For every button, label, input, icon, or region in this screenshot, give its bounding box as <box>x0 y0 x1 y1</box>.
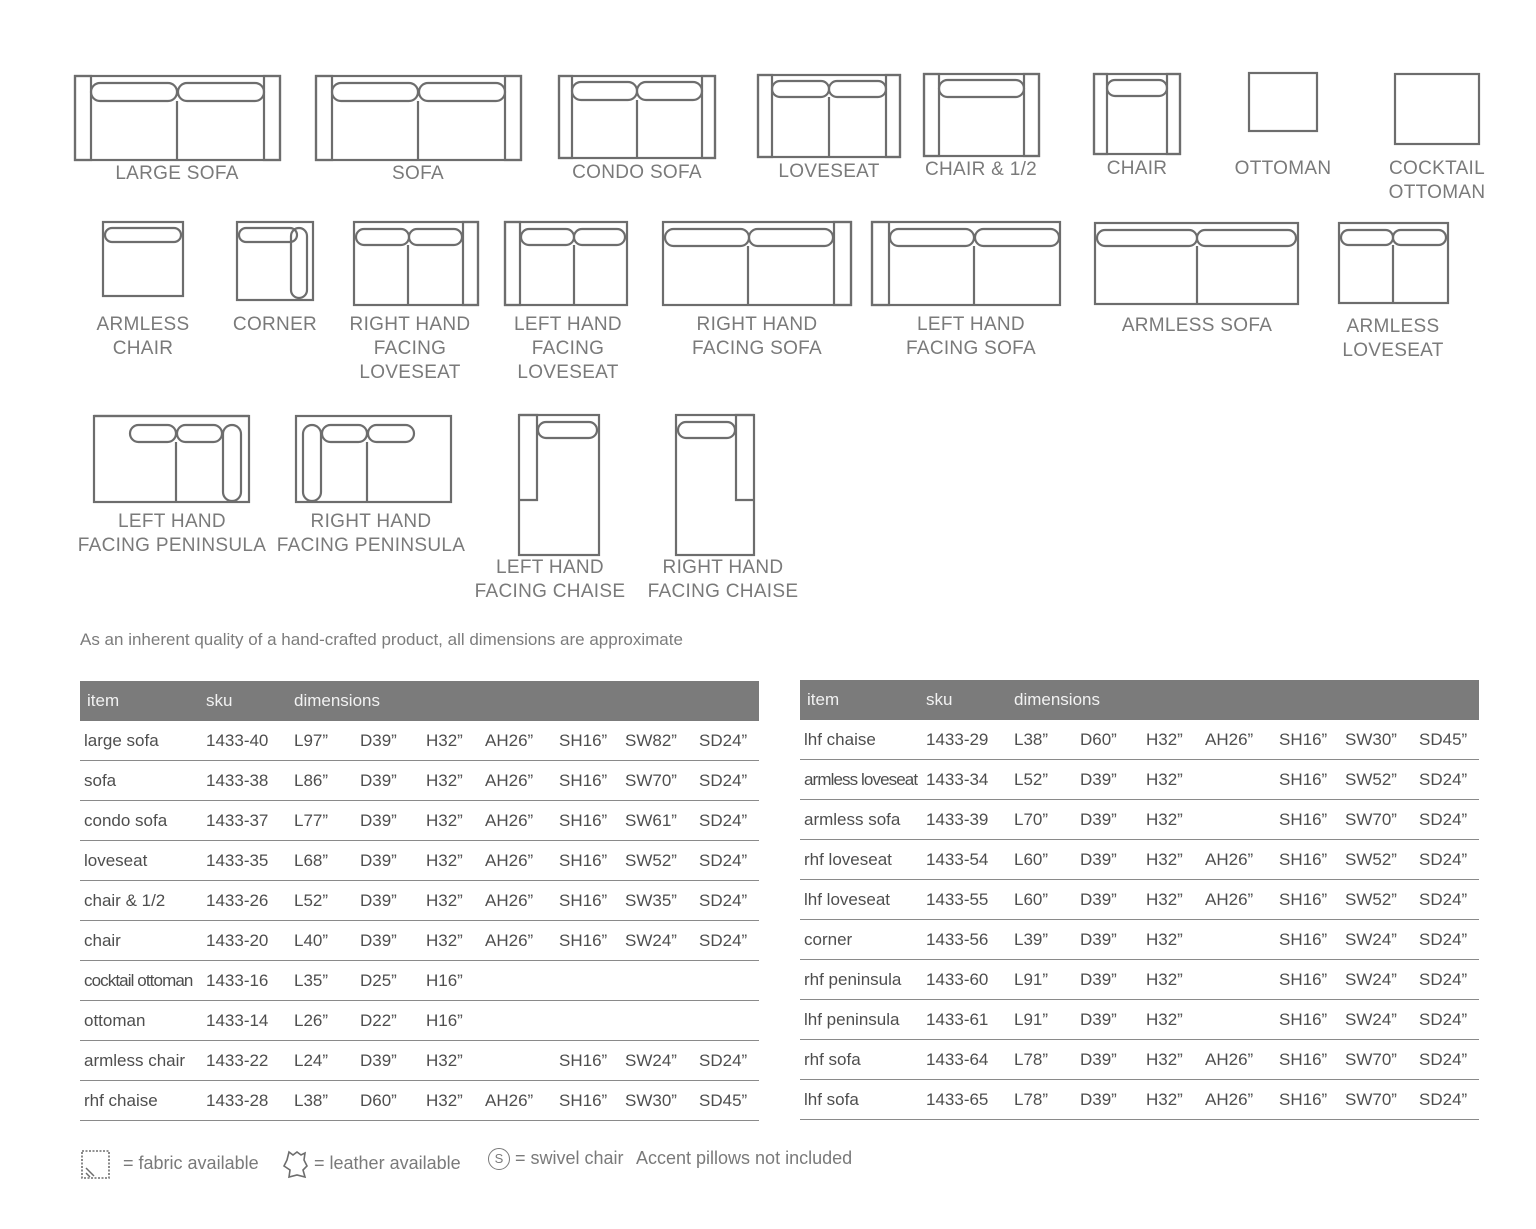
table-row <box>800 1000 1479 1040</box>
arm-height-cell: AH26” <box>1201 840 1275 880</box>
sku-cell: 1433-61 <box>922 1000 1010 1040</box>
sku-header: sku <box>922 680 1010 720</box>
legend-swivel: S = swivel chair <box>488 1148 624 1170</box>
arm-height-cell: AH26” <box>481 721 555 761</box>
length-cell: L24” <box>290 1041 356 1081</box>
seat-width-cell: SW52” <box>621 841 695 881</box>
seat-height-cell: SH16” <box>555 841 621 881</box>
depth-cell: D39” <box>356 921 422 961</box>
sofa-icon <box>315 75 522 161</box>
height-cell: H32” <box>422 841 481 881</box>
table-header-row <box>800 680 1479 720</box>
height-cell: H32” <box>1142 960 1201 1000</box>
seat-width-cell: SW70” <box>1341 1080 1415 1120</box>
chair-icon <box>1093 73 1181 155</box>
rhf-sofa-label: RIGHT HAND FACING SOFA <box>692 314 822 359</box>
seat-width-cell: SW24” <box>621 921 695 961</box>
depth-cell: D22” <box>356 1001 422 1041</box>
seat-depth-cell: SD24” <box>695 721 759 761</box>
seat-depth-cell: SD24” <box>1415 1000 1479 1040</box>
item-cell: corner <box>800 920 922 960</box>
depth-cell: D39” <box>1076 920 1142 960</box>
height-cell: H32” <box>1142 800 1201 840</box>
sku-cell: 1433-54 <box>922 840 1010 880</box>
item-cell: lhf sofa <box>800 1080 922 1120</box>
length-cell: L60” <box>1010 840 1076 880</box>
corner-icon <box>236 221 314 301</box>
sku-cell: 1433-20 <box>202 921 290 961</box>
seat-width-cell: SW61” <box>621 801 695 841</box>
seat-depth-cell: SD45” <box>695 1081 759 1121</box>
item-cell: chair <box>80 921 202 961</box>
length-cell: L39” <box>1010 920 1076 960</box>
arm-height-cell <box>1201 800 1275 840</box>
right-dimensions-table <box>800 680 1479 1120</box>
seat-depth-cell: SD24” <box>695 921 759 961</box>
length-cell: L52” <box>290 881 356 921</box>
length-cell: L68” <box>290 841 356 881</box>
seat-depth-cell <box>695 961 759 1001</box>
item-cell: condo sofa <box>80 801 202 841</box>
depth-cell: D39” <box>356 721 422 761</box>
item-cell: lhf loveseat <box>800 880 922 920</box>
rhf-chaise-icon <box>675 414 755 556</box>
chair-label: CHAIR <box>1106 158 1168 179</box>
item-cell: chair & 1/2 <box>80 881 202 921</box>
loveseat-label: LOVESEAT <box>778 161 880 182</box>
seat-width-cell: SW24” <box>621 1041 695 1081</box>
swivel-icon: S <box>488 1148 510 1170</box>
seat-depth-cell: SD24” <box>1415 960 1479 1000</box>
arm-height-cell: AH26” <box>481 801 555 841</box>
table-row <box>800 920 1479 960</box>
arm-height-cell: AH26” <box>1201 1040 1275 1080</box>
length-cell: L78” <box>1010 1080 1076 1120</box>
table-row <box>800 720 1479 760</box>
length-cell: L38” <box>290 1081 356 1121</box>
seat-depth-cell: SD24” <box>1415 840 1479 880</box>
item-cell: large sofa <box>80 721 202 761</box>
seat-height-cell: SH16” <box>1275 760 1341 800</box>
depth-cell: D39” <box>1076 840 1142 880</box>
sku-cell: 1433-22 <box>202 1041 290 1081</box>
seat-height-cell: SH16” <box>1275 840 1341 880</box>
table-row <box>80 721 759 761</box>
seat-height-cell <box>555 961 621 1001</box>
dimensions-note: As an inherent quality of a hand-crafted product, all dimensions are approximate <box>80 630 683 649</box>
arm-height-cell <box>1201 920 1275 960</box>
sku-cell: 1433-56 <box>922 920 1010 960</box>
seat-depth-cell: SD24” <box>1415 760 1479 800</box>
seat-height-cell: SH16” <box>1275 720 1341 760</box>
rhf-sofa-icon <box>662 221 852 306</box>
sku-cell: 1433-26 <box>202 881 290 921</box>
arm-height-cell: AH26” <box>1201 720 1275 760</box>
depth-cell: D39” <box>356 1041 422 1081</box>
item-header: item <box>80 681 202 721</box>
chair-and-a-half-label: CHAIR & 1/2 <box>924 159 1038 180</box>
lhf-loveseat-icon <box>504 221 628 306</box>
length-cell: L97” <box>290 721 356 761</box>
table-row <box>80 961 759 1001</box>
seat-width-cell <box>621 1001 695 1041</box>
table-row <box>80 841 759 881</box>
height-cell: H32” <box>1142 880 1201 920</box>
armless-loveseat-label: ARMLESS LOVESEAT <box>1342 316 1444 361</box>
length-cell: L78” <box>1010 1040 1076 1080</box>
height-cell: H32” <box>422 881 481 921</box>
table-row <box>80 881 759 921</box>
item-header: item <box>800 680 922 720</box>
sku-cell: 1433-60 <box>922 960 1010 1000</box>
dimensions-header: dimensions <box>290 681 759 721</box>
rhf-loveseat-label: RIGHT HAND FACING LOVESEAT <box>349 314 471 383</box>
item-cell: cocktail ottoman <box>80 961 202 1001</box>
seat-width-cell: SW70” <box>1341 1040 1415 1080</box>
depth-cell: D39” <box>1076 1080 1142 1120</box>
seat-height-cell: SH16” <box>1275 1040 1341 1080</box>
seat-depth-cell: SD24” <box>1415 920 1479 960</box>
seat-depth-cell: SD24” <box>1415 800 1479 840</box>
length-cell: L35” <box>290 961 356 1001</box>
corner-label: CORNER <box>232 314 318 335</box>
sku-cell: 1433-39 <box>922 800 1010 840</box>
seat-height-cell: SH16” <box>555 881 621 921</box>
seat-width-cell: SW52” <box>1341 880 1415 920</box>
item-cell: armless sofa <box>800 800 922 840</box>
seat-height-cell: SH16” <box>555 1041 621 1081</box>
arm-height-cell: AH26” <box>481 761 555 801</box>
condo-sofa-label: CONDO SOFA <box>572 162 702 183</box>
seat-height-cell: SH16” <box>1275 800 1341 840</box>
sku-cell: 1433-55 <box>922 880 1010 920</box>
sku-cell: 1433-35 <box>202 841 290 881</box>
armless-sofa-icon <box>1094 222 1299 305</box>
table-row <box>80 921 759 961</box>
seat-height-cell: SH16” <box>555 721 621 761</box>
seat-depth-cell: SD24” <box>695 881 759 921</box>
height-cell: H16” <box>422 961 481 1001</box>
seat-depth-cell: SD24” <box>1415 1040 1479 1080</box>
depth-cell: D39” <box>1076 960 1142 1000</box>
seat-width-cell: SW70” <box>621 761 695 801</box>
length-cell: L52” <box>1010 760 1076 800</box>
lhf-chaise-icon <box>518 414 600 556</box>
item-cell: rhf loveseat <box>800 840 922 880</box>
sku-cell: 1433-37 <box>202 801 290 841</box>
seat-height-cell: SH16” <box>555 761 621 801</box>
height-cell: H32” <box>1142 1080 1201 1120</box>
cocktail-ottoman-label: COCKTAIL OTTOMAN <box>1388 158 1486 203</box>
arm-height-cell: AH26” <box>481 841 555 881</box>
depth-cell: D39” <box>1076 1040 1142 1080</box>
leather-hide-icon <box>281 1153 309 1173</box>
cocktail-ottoman-icon <box>1394 73 1480 145</box>
sofa-label: SOFA <box>392 163 444 184</box>
length-cell: L40” <box>290 921 356 961</box>
left-dimensions-table <box>80 681 759 1121</box>
sku-cell: 1433-38 <box>202 761 290 801</box>
armless-sofa-label: ARMLESS SOFA <box>1121 315 1273 336</box>
lhf-peninsula-icon <box>93 415 250 503</box>
item-cell: rhf peninsula <box>800 960 922 1000</box>
seat-height-cell: SH16” <box>1275 960 1341 1000</box>
seat-depth-cell: SD24” <box>695 801 759 841</box>
table-row <box>80 761 759 801</box>
length-cell: L86” <box>290 761 356 801</box>
seat-width-cell: SW24” <box>1341 1000 1415 1040</box>
legend-leather: = leather available <box>281 1148 461 1180</box>
rhf-chaise-label: RIGHT HAND FACING CHAISE <box>647 557 799 602</box>
sku-cell: 1433-34 <box>922 760 1010 800</box>
item-cell: ottoman <box>80 1001 202 1041</box>
ottoman-icon <box>1248 72 1318 132</box>
rhf-peninsula-label: RIGHT HAND FACING PENINSULA <box>276 511 466 556</box>
length-cell: L38” <box>1010 720 1076 760</box>
lhf-peninsula-label: LEFT HAND FACING PENINSULA <box>77 511 267 556</box>
height-cell: H32” <box>1142 1000 1201 1040</box>
seat-depth-cell: SD24” <box>1415 1080 1479 1120</box>
item-cell: lhf chaise <box>800 720 922 760</box>
length-cell: L77” <box>290 801 356 841</box>
seat-height-cell: SH16” <box>1275 1000 1341 1040</box>
legend-fabric: = fabric available <box>80 1148 259 1180</box>
table-row <box>80 1081 759 1121</box>
height-cell: H32” <box>1142 760 1201 800</box>
length-cell: L26” <box>290 1001 356 1041</box>
depth-cell: D39” <box>1076 760 1142 800</box>
length-cell: L70” <box>1010 800 1076 840</box>
rhf-peninsula-icon <box>295 415 452 503</box>
depth-cell: D39” <box>356 761 422 801</box>
seat-width-cell <box>621 961 695 1001</box>
large-sofa-icon <box>74 75 281 161</box>
depth-cell: D39” <box>1076 800 1142 840</box>
table-header-row <box>80 681 759 721</box>
lhf-chaise-label: LEFT HAND FACING CHAISE <box>474 557 626 602</box>
seat-height-cell: SH16” <box>1275 1080 1341 1120</box>
table-row <box>800 960 1479 1000</box>
height-cell: H32” <box>1142 720 1201 760</box>
rhf-loveseat-icon <box>353 221 479 306</box>
arm-height-cell <box>1201 1000 1275 1040</box>
height-cell: H32” <box>1142 1040 1201 1080</box>
arm-height-cell <box>481 1041 555 1081</box>
loveseat-icon <box>757 74 901 158</box>
item-cell: lhf peninsula <box>800 1000 922 1040</box>
table-row <box>800 880 1479 920</box>
seat-width-cell: SW52” <box>1341 760 1415 800</box>
large-sofa-label: LARGE SOFA <box>115 163 239 184</box>
height-cell: H32” <box>1142 920 1201 960</box>
item-cell: loveseat <box>80 841 202 881</box>
height-cell: H32” <box>422 1041 481 1081</box>
depth-cell: D39” <box>1076 1000 1142 1040</box>
chair-and-a-half-icon <box>923 73 1040 157</box>
seat-depth-cell: SD24” <box>695 1041 759 1081</box>
seat-width-cell: SW24” <box>1341 920 1415 960</box>
table-row <box>800 1080 1479 1120</box>
seat-height-cell: SH16” <box>1275 920 1341 960</box>
seat-depth-cell <box>695 1001 759 1041</box>
sku-header: sku <box>202 681 290 721</box>
sku-cell: 1433-16 <box>202 961 290 1001</box>
depth-cell: D25” <box>356 961 422 1001</box>
depth-cell: D60” <box>1076 720 1142 760</box>
table-row <box>800 760 1479 800</box>
seat-height-cell: SH16” <box>555 1081 621 1121</box>
armless-chair-label: ARMLESS CHAIR <box>96 314 190 359</box>
depth-cell: D39” <box>356 841 422 881</box>
height-cell: H32” <box>422 721 481 761</box>
seat-depth-cell: SD24” <box>695 761 759 801</box>
seat-width-cell: SW30” <box>1341 720 1415 760</box>
item-cell: rhf chaise <box>80 1081 202 1121</box>
table-row <box>80 801 759 841</box>
lhf-loveseat-label: LEFT HAND FACING LOVESEAT <box>514 314 622 383</box>
lhf-sofa-label: LEFT HAND FACING SOFA <box>906 314 1036 359</box>
seat-height-cell <box>555 1001 621 1041</box>
height-cell: H32” <box>1142 840 1201 880</box>
arm-height-cell <box>1201 960 1275 1000</box>
length-cell: L91” <box>1010 1000 1076 1040</box>
seat-width-cell: SW82” <box>621 721 695 761</box>
arm-height-cell: AH26” <box>481 881 555 921</box>
table-row <box>800 800 1479 840</box>
sku-cell: 1433-28 <box>202 1081 290 1121</box>
depth-cell: D39” <box>1076 880 1142 920</box>
legend-pillows-note: Accent pillows not included <box>636 1148 853 1168</box>
dimensions-header: dimensions <box>1010 680 1479 720</box>
seat-height-cell: SH16” <box>555 921 621 961</box>
item-cell: armless chair <box>80 1041 202 1081</box>
sku-cell: 1433-65 <box>922 1080 1010 1120</box>
depth-cell: D39” <box>356 881 422 921</box>
seat-width-cell: SW24” <box>1341 960 1415 1000</box>
seat-depth-cell: SD24” <box>1415 880 1479 920</box>
seat-height-cell: SH16” <box>555 801 621 841</box>
sku-cell: 1433-14 <box>202 1001 290 1041</box>
sku-cell: 1433-40 <box>202 721 290 761</box>
height-cell: H32” <box>422 801 481 841</box>
item-cell: sofa <box>80 761 202 801</box>
seat-height-cell: SH16” <box>1275 880 1341 920</box>
seat-depth-cell: SD45” <box>1415 720 1479 760</box>
height-cell: H32” <box>422 1081 481 1121</box>
height-cell: H32” <box>422 761 481 801</box>
seat-width-cell: SW70” <box>1341 800 1415 840</box>
seat-width-cell: SW35” <box>621 881 695 921</box>
seat-width-cell: SW30” <box>621 1081 695 1121</box>
arm-height-cell: AH26” <box>1201 1080 1275 1120</box>
lhf-sofa-icon <box>871 221 1061 306</box>
table-row <box>80 1001 759 1041</box>
condo-sofa-icon <box>558 75 716 159</box>
table-row <box>800 1040 1479 1080</box>
seat-depth-cell: SD24” <box>695 841 759 881</box>
arm-height-cell: AH26” <box>1201 880 1275 920</box>
depth-cell: D60” <box>356 1081 422 1121</box>
table-row <box>800 840 1479 880</box>
arm-height-cell: AH26” <box>481 1081 555 1121</box>
fabric-swatch-icon <box>80 1153 112 1173</box>
ottoman-label: OTTOMAN <box>1234 158 1332 179</box>
table-row <box>80 1041 759 1081</box>
armless-loveseat-icon <box>1338 222 1449 304</box>
depth-cell: D39” <box>356 801 422 841</box>
armless-chair-icon <box>102 221 184 297</box>
height-cell: H16” <box>422 1001 481 1041</box>
sku-cell: 1433-29 <box>922 720 1010 760</box>
height-cell: H32” <box>422 921 481 961</box>
length-cell: L91” <box>1010 960 1076 1000</box>
length-cell: L60” <box>1010 880 1076 920</box>
seat-width-cell: SW52” <box>1341 840 1415 880</box>
arm-height-cell: AH26” <box>481 921 555 961</box>
arm-height-cell <box>1201 760 1275 800</box>
arm-height-cell <box>481 1001 555 1041</box>
item-cell: rhf sofa <box>800 1040 922 1080</box>
item-cell: armless loveseat <box>800 760 922 800</box>
sku-cell: 1433-64 <box>922 1040 1010 1080</box>
arm-height-cell <box>481 961 555 1001</box>
